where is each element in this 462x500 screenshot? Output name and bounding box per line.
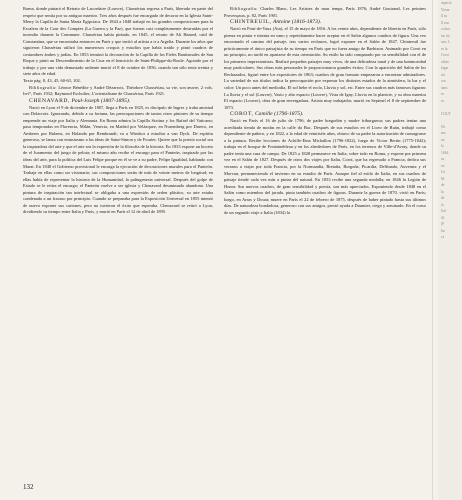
facing-page-line: en — [441, 137, 445, 142]
facing-page-line: ca — [441, 235, 445, 239]
facing-page-line: lugar — [441, 66, 449, 70]
facing-page-line: Lit — [441, 170, 446, 174]
bibliography-label: Bibliografía: — [230, 6, 258, 11]
facing-page-line: Ita — [441, 228, 445, 233]
entry-dates: (1807-1895). — [100, 97, 131, 104]
facing-page-line: 1844, — [441, 150, 450, 155]
facing-page-line: COUT — [441, 111, 451, 116]
facing-page-line: se la — [441, 46, 448, 51]
facing-page-line: M — [441, 176, 445, 181]
facing-page-line: Viena — [441, 7, 450, 12]
facing-page-line: en — [441, 163, 445, 168]
page-gutter-shadow — [432, 0, 433, 500]
entry-heading-chintreuil — [224, 19, 426, 26]
chenavard-bibliography — [224, 6, 426, 19]
page-number: 132 — [23, 483, 34, 491]
corot-biography-text: Nació en París el 16 de julio de 1796, de padre borgoñón y madre friburguesa; sus padres tenían una acreditada tienda de modas en la calle du Bac. Después de sus estudios en el Liceo de Ruán, trabajó como dependiente de pañero, y en 1822, a la edad de veintiséis años, obtuvo de su padre la autorización de consagrarse a la pintura. Recibe lecciones de Achille-Etna Michallon (1796-1822), luego de Victor Bertin (1775-1842); trabaja en el bosque de Fontainebleau y en los alrededores de París, en los terrenos de Ville-d'Avray, donde su padre tenía una casa de campo. De 1825 a 1828 permanece en Italia, sobre todo en Roma, y expone por primera vez en el Salón de 1827. Después de otros dos viajes por Italia, Corot, que ha regresado a Francia, dedica sus veranos a viajar por toda Francia, por la Normandía, Bretaña, Borgoña, Picardía, Delfinado, Auvernia y el Morvan, permaneciendo el invierno en su estudio de París. Aunque fiel al estilo de Italia, en sus cuadros de paisaje tiende cada vez más a pintar del natural. En 1833 recibe una segunda medalla; en 1846 la Legión de Honor. Sus nuevos cuadros, de gran sensibilidad y poesía, son más apreciados. Exponiendo desde 1848 en el Salón como miembro del jurado, pinta también cuadros de figuras. Durante la guerra de 1870, vivió en París; luego, en Arras y Douai; muere en París el 22 de febrero de 1875, después de haber pintado hasta sus últimos días. De naturaleza bondadosa, generoso con sus amigos, prestó ayuda a Daumier, ciego y arruinado. En el curso de un segundo viaje a Italia (1834) la — [224, 118, 426, 215]
facing-page-line: tas ob — [441, 33, 450, 38]
entry-surname: CHENAVARD, — [29, 97, 71, 104]
entry-heading-corot — [224, 111, 426, 118]
facing-page-line: a obra — [441, 27, 450, 31]
facing-page-line: la — [441, 202, 444, 207]
chasseriau-biography-text: Roma, donde pintará el Retrato de Lacordaire (Louvre), Chassériau regresa a París, liberado en parte del respeto que sentía por su antiguo maestro. Tres años después fue encargado de decorar en la Iglesia Saint-Merry la Capilla de Santa María Egipcíaca. De 1844 a 1848 trabajó en las grandes composiciones para la Escalera de la Cour des Comptes (La Guerra y la Paz), que fueron casi completamente destruidas por el incendio durante la Commune. Chassériau había pintado, en 1845, el retrato de Ali Hamed, caíd de Constantina, que se encontraba entonces en París y que invitó al artista a ir a Argelia. Durante los años que siguieron Chassériau utilizó los numerosos croquis y estudios que había traído y pintó cuadros de costumbres árabes y judías. En 1853 terminó la decoración de la Capilla de los Fieles Bautismales de San Roque y pintó un Descendimiento de la Cruz en el hemiciclo de Saint-Philippe-du-Roule. Agotado por el trabajo y por una vida demasiado ardiente murió el 8 de octubre de 1856, cuando tan sólo tenía treinta y siete años de edad. — [23, 6, 213, 77]
left-column — [23, 6, 213, 216]
facing-page-line: de — [441, 183, 445, 187]
facing-page-line: (P — [441, 222, 445, 226]
chasseriau-bibliography — [23, 85, 213, 98]
facing-page-line: ría — [441, 72, 445, 77]
chasseriau-text-references: Texto pág. 8, 43, 45, 60-63, 102. — [23, 78, 81, 84]
entry-surname: COROT, — [230, 111, 254, 118]
chintreuil-biography-text: Nació en Pont-de-Vaux (Ain), el 15 de mayo de 1816. A los veinte años, dependiente de librería en París, sólo piensa en pintar e intenta en vano y repetidamente hacer aceptar en el Salón algunos cuadros de figura. Una vez encontrado el camino del paisaje, tras varios rechazos, logró exponer en el Salón de 1847. Chintreuil fue prácticamente el único paisajista de su tiempo en París que no fuera amigo de Barbizon. Animado por Corot en un principio, no tardó en apartarse de esta orientación. Su estilo ha sido comparado por su sensibilidad con el de los primeros impresionistas. Realizó pequeños paisajes muy vivos, de una delicadeza tonal y de una luminosidad muy particulares. Sus obras más personales le proporcionaron grandes éxitos: Con la aparición del Salón de los Rechazados, figuró entre los expositores de 1863; cuadros de gran formato empezaron a encontrar admiradores. La variedad de sus títulos indica la preocupación por expresar los distintos estados de la atmósfera, la luz y el color: Un poco antes del mediodía, El sol bebe el rocío, Lluvia y sol, etc. Entre sus cuadros más famosos figuran: La lluvia y el sol (Louvre), Vasto y alto espacio (Louvre), Vista de Igny, Lluvia en la planicie, y su obra maestra El espacio (Louvre), obra de gran envergadura. Artista muy trabajador, murió en Septeuil el 8 de septiembre de 1873. — [224, 26, 426, 110]
entry-dates: (1796-1875). — [274, 111, 304, 118]
facing-page-line: de — [441, 196, 445, 200]
facing-page-line: la — [441, 189, 444, 194]
facing-page-line: mo — [441, 131, 446, 135]
facing-page-line: ill. — [441, 215, 445, 220]
entry-given-name: Antoine — [272, 19, 291, 26]
facing-page-line: aspecte — [441, 1, 452, 5]
entry-given-name: Paul-Joseph — [71, 97, 100, 104]
facing-page-line: Corot — [441, 53, 450, 57]
chenavard-biography-text: Nació en Lyon el 9 de diciembre de 1807, llega a París en 1825, es discípulo de Ingres y traba amistad con Delacroix. Ignorando, debido a su fortuna, las preocupaciones de tantos otros pintores de su tiempo emprende un viaje por Italia y Alemania. En Roma admira la Capilla Sixtina y los Rafael del Vaticano; pasa temporadas en Florencia, Milán, Venecia, en Madrid por Velázquez, en Nuremberg por Durero, en Amberes por Rubens, en Holanda por Rembrandt; va a Windsor a estudiar a van Dyck. De espíritu generoso, se lanza con entusiasmo a las ideas de Saint-Simon y de Fourier. Quiere que la poesía social sea la inspiradora del arte y que el arte sea la expresión de la filosofía de la historia. En 1833 expone un boceto de el Juramento del juego de pelota; el mismo año recibe el encargo para el Panteón, inspirado por las ideas del arte, para la política del Luis Felipe porque en él se ve a su padre, Felipe Igualdad, hablando con Marat. En 1848 el Gobierno provisional le encarga la ejecución de decoraciones murales para el Panteón. Trabaja en ellas como un visionario; sus composiciones serán de más de veinte metros de longitud; en ellas había de representar la historia de la Humanidad, la palingenesia universal. Después del golpe de Estado se le retira el encargo; el Panteón vuelve a ser iglesia y Chenavard desanimado abandona. Una pintura de inspiración tan intelectual se obligaba a una expresión de orden plástico, su arte estaba condenado a un fracaso por principio. Cuando se preparaba para la Exposición Universal en 1855 intentó de nuevo exponer sus cartones, pero no tuvieron el éxito que esperaba. Chenavard se retiró a Lyon, dividiendo su tiempo entre Italia y París, y murió en París el 12 de abril de 1895. — [23, 104, 214, 215]
facing-page-line: su — [441, 157, 445, 161]
facing-page-line: uno. L — [441, 40, 451, 44]
bibliography-text: Charles Blanc, Les Artistes de mon temps, París 1876; André Gouirand, Les peintres Provençaux, p. 82, París 1901. — [224, 6, 427, 18]
right-column — [224, 6, 426, 216]
bibliography-text: Léonce Bénédite y André Dézarrois, Théodore Chassériau, sa vie, son œuvre, 2 vols. In-fº, París 1932; Raymond Escholier, L'orientalisme de Chassériau, París 1921. — [23, 84, 213, 97]
facing-page-line: obras — [441, 59, 449, 64]
facing-page-line: es — [441, 98, 444, 103]
entry-heading-chenavard — [23, 98, 213, 105]
entry-given-name: Camille — [254, 111, 273, 118]
facing-page-edge — [438, 0, 462, 500]
bibliography-label: Bibliografía: — [29, 84, 57, 90]
facing-page-line: Ne — [441, 124, 446, 129]
facing-page-line: ll con — [441, 20, 450, 25]
facing-page-line: lo — [441, 144, 444, 148]
facing-page-line: Ital — [441, 209, 446, 213]
facing-page-line: anos — [441, 85, 448, 90]
facing-page-line: ll su — [441, 14, 448, 18]
facing-page-line: cos — [441, 79, 446, 83]
entry-dates: (1816-1873). — [291, 19, 322, 26]
entry-surname: CHINTREUIL, — [230, 19, 272, 26]
facing-page-line: es — [441, 92, 444, 96]
